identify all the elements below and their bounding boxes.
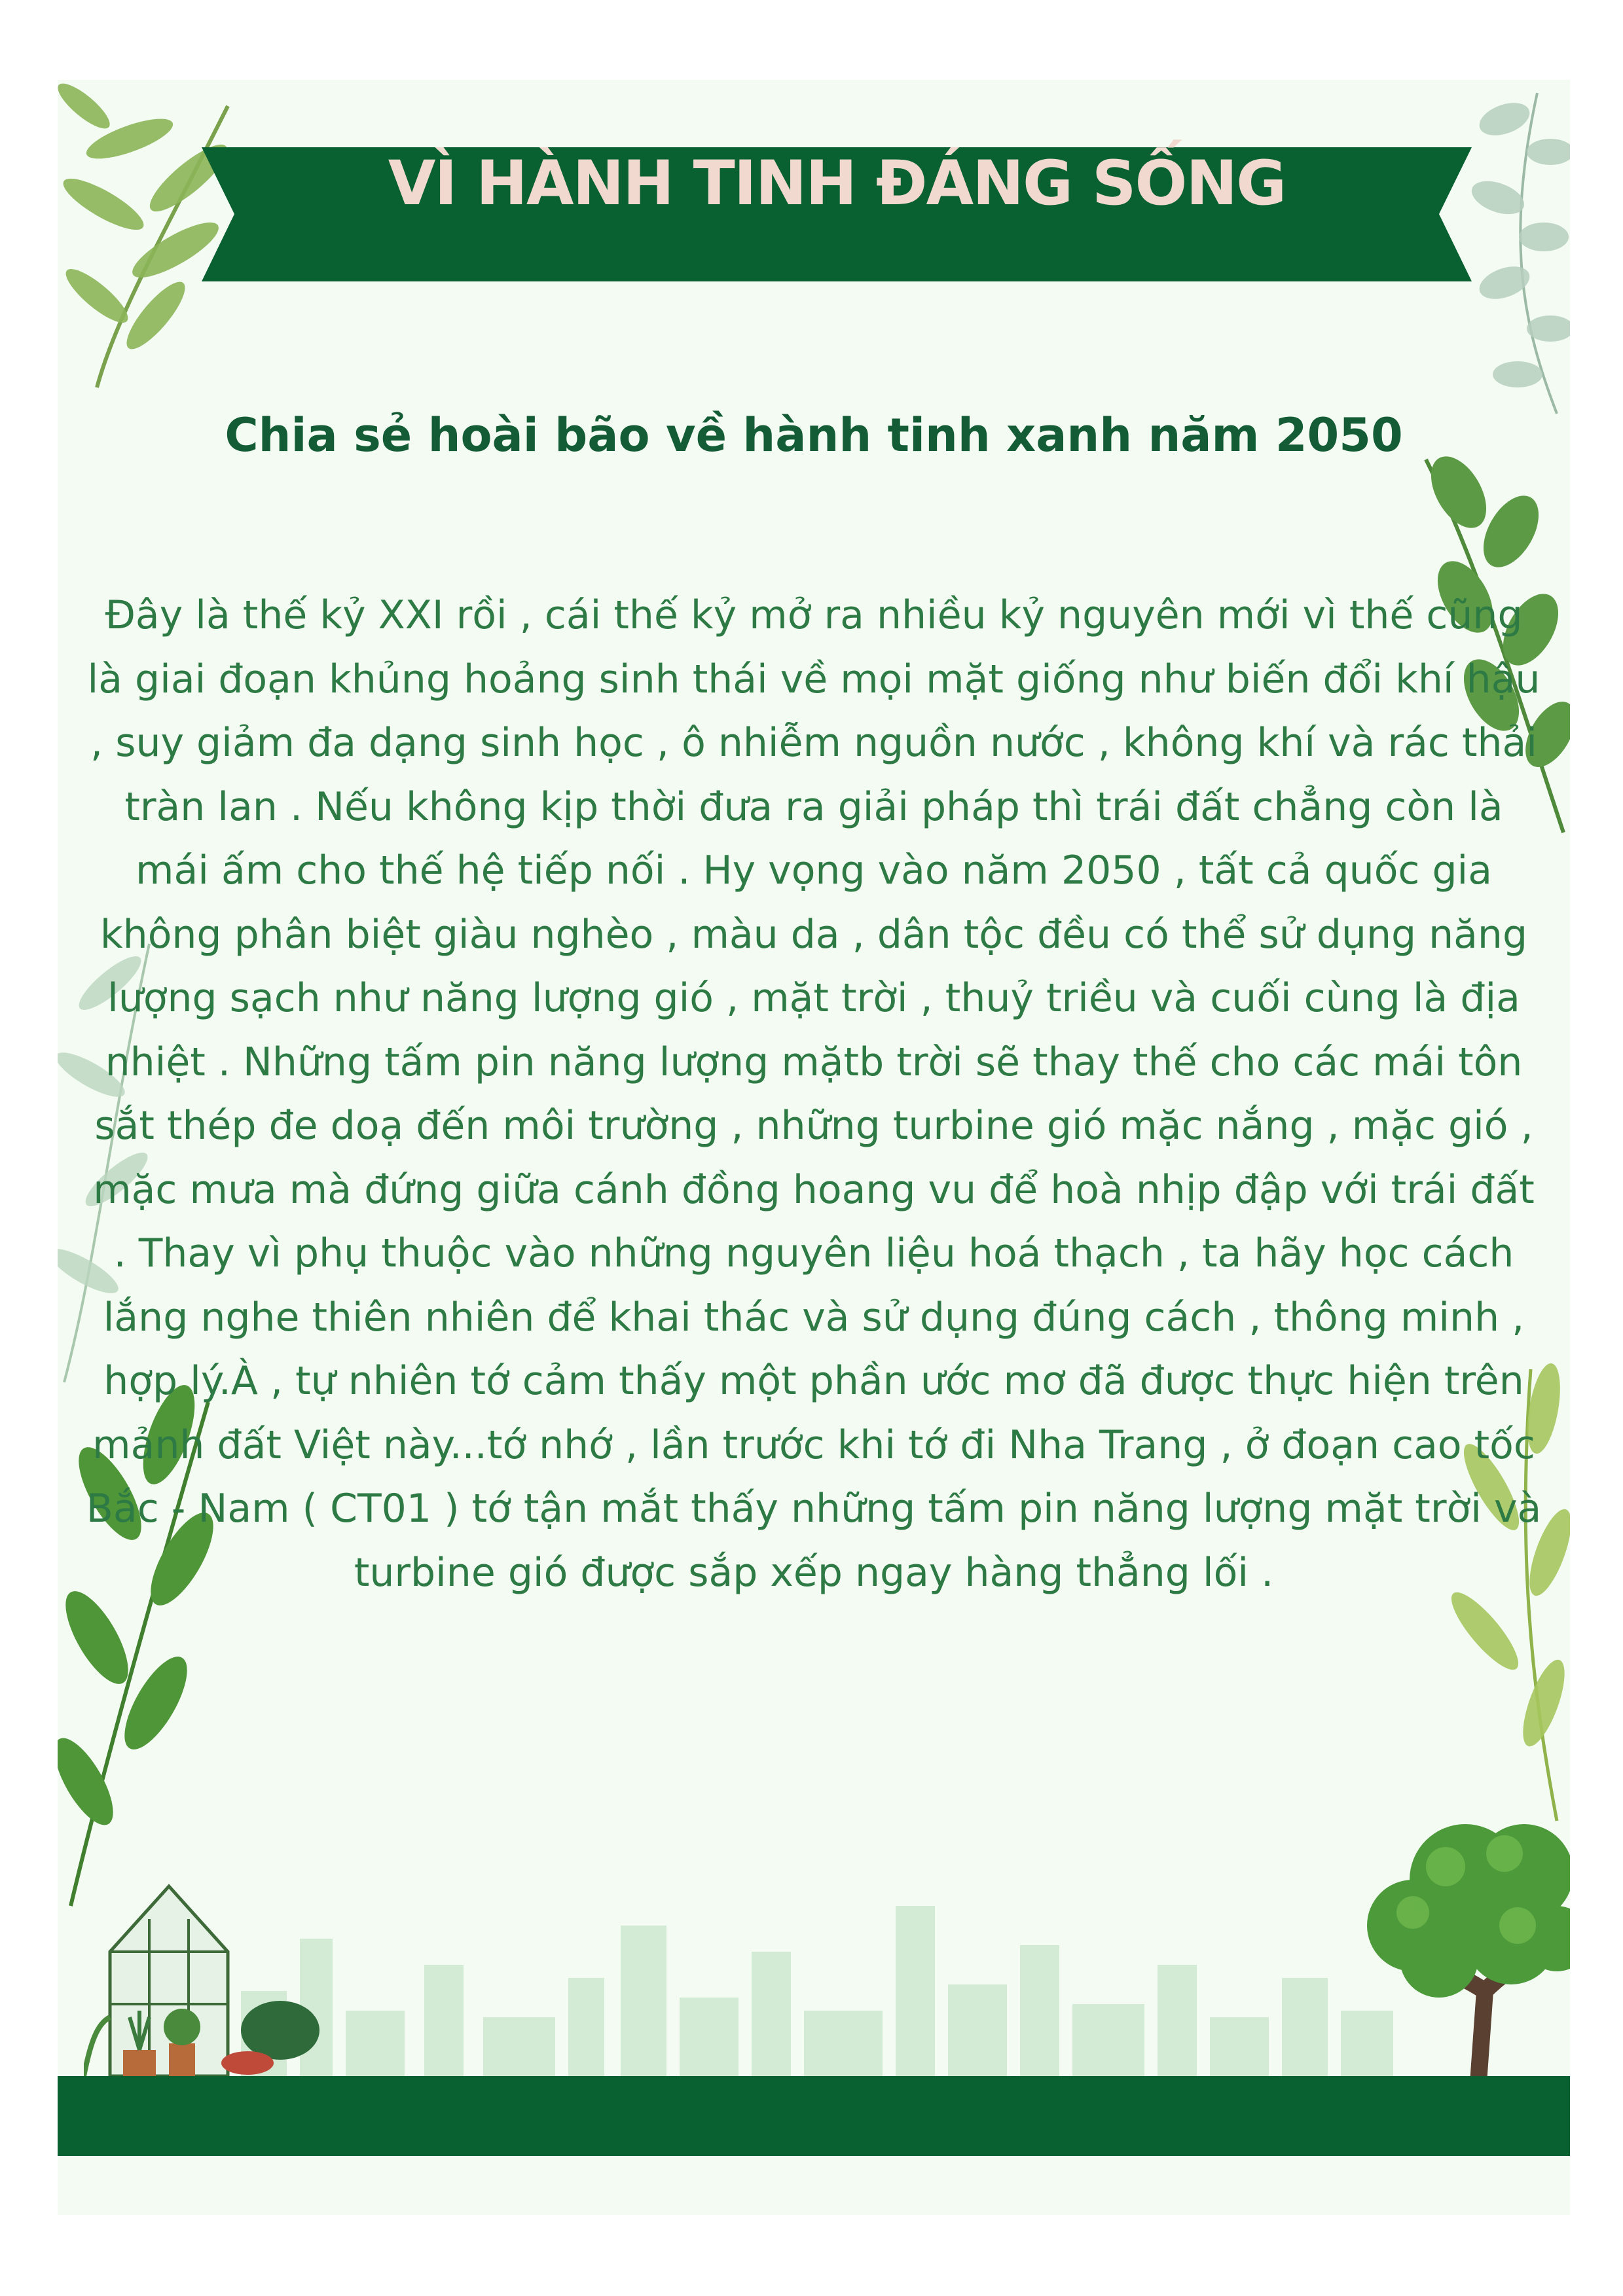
city-skyline-icon [241,1886,1393,2083]
poster-sheet [58,80,1570,2215]
title-banner [202,147,1472,281]
greenhouse-icon [84,1873,359,2083]
tree-icon [1354,1795,1570,2083]
body-paragraph: Đây là thế kỷ XXI rồi , cái thế kỷ mở ra nhiều kỷ nguyên mới vì thế cũng là giai đoạn khủng hoảng sinh thái về mọi mặt giống như biến đổi khí hậu , suy giảm đa dạng sinh học , ô nhiễm nguồn nước , không khí và rác thải tràn lan . Nếu không kịp thời đưa ra giải pháp thì trái đất chẳng còn là mái ấm cho thế hệ tiếp nối . Hy vọng vào năm 2050 , tất cả quốc gia không phân biệt giàu nghèo , màu da , dân tộc đều có thể sử dụng năng lượng sạch như năng lượng gió , mặt trời , thuỷ triều và cuối cùng là địa nhiệt . Những tấm pin năng lượng mặtb trời sẽ thay thế cho các mái tôn sắt thép đe doạ đến môi trường , những turbine gió mặc nắng , mặc gió , mặc mưa mà đứng giữa cánh đồng hoang vu để hoà nhịp đập với trái đất . Thay vì phụ thuộc vào những nguyên liệu hoá thạch , ta hãy học cách lắng nghe thiên nhiên để khai thác và sử dụng đúng cách , thông minh , hợp lý.À , tự nhiên tớ cảm thấy một phần ước mơ đã được thực hiện trên mảnh đất Việt này...tớ nhớ , lần trước khi tớ đi Nha Trang , ở đoạn cao tốc Bắc - Nam ( CT01 ) tớ tận mắt thấy những tấm pin năng lượng mặt trời và turbine gió được sắp xếp ngay hàng thẳng lối . [86,592,1542,1596]
page-subtitle: Chia sẻ hoài bão về hành tinh xanh năm 2050 [225,408,1403,462]
page-title: VÌ HÀNH TINH ĐÁNG SỐNG [388,148,1286,219]
footer-bar [58,2076,1570,2156]
